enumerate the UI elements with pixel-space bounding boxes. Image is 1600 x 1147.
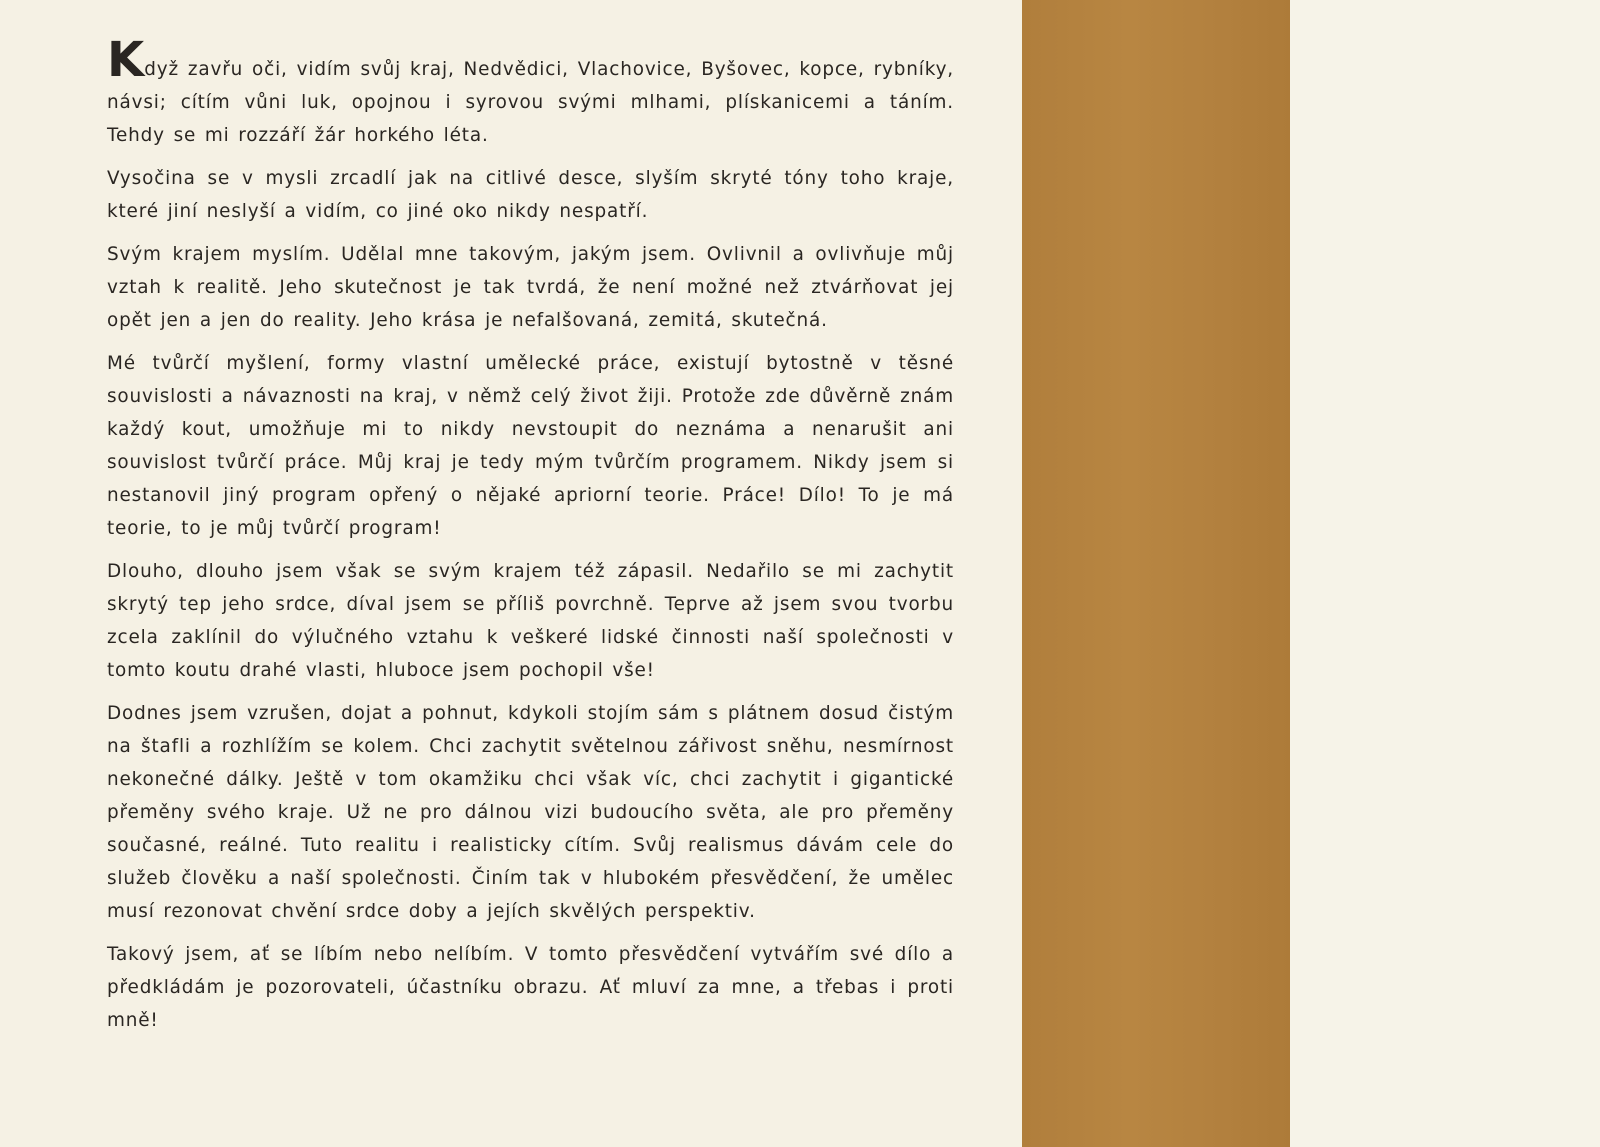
brown-color-band — [1022, 0, 1290, 1147]
essay-paragraph-5: Dlouho, dlouho jsem však se svým krajem též zápasil. Nedařilo se mi zachytit skrytý tep jeho srdce, díval jsem se příliš povrchně. Teprve až jsem svou tvorbu zcela zaklínil do výlučného vztahu k veškeré lidské činnosti naší společnosti v tomto koutu drahé vlasti, hluboce jsem pochopil vše! — [107, 561, 954, 681]
essay-text-column — [107, 32, 954, 1047]
essay-paragraph-1 — [107, 32, 954, 152]
essay-paragraph-3: Svým krajem myslím. Udělal mne takovým, jakým jsem. Ovlivnil a ovlivňuje můj vztah k realitě. Jeho skutečnost je tak tvrdá, že není možné než ztvárňovat jej opět jen a jen do reality. Jeho krása je nefalšovaná, zemitá, skutečná. — [107, 244, 954, 331]
essay-paragraph-4: Mé tvůrčí myšlení, formy vlastní umělecké práce, existují bytostně v těsné souvislosti a návaznosti na kraj, v němž celý život žiji. Protože zde důvěrně znám každý kout, umožňuje mi to nikdy nevstoupit do neznáma a nenarušit ani souvislost tvůrčí práce. Můj kraj je tedy mým tvůrčím programem. Nikdy jsem si nestanovil jiný program opřený o nějaké apriorní teorie. Práce! Dílo! To je má teorie, to je můj tvůrčí program! — [107, 353, 954, 539]
essay-paragraph-1-text: dyž zavřu oči, vidím svůj kraj, Nedvědici, Vlachovice, Byšovec, kopce, rybníky, návsi; cítím vůni luk, opojnou i syrovou svými mlhami, plískanicemi a táním. Tehdy se mi rozzáří žár horkého léta. — [107, 59, 954, 146]
essay-paragraph-2: Vysočina se v mysli zrcadlí jak na citlivé desce, slyším skryté tóny toho kraje, které jiní neslyší a vidím, co jiné oko nikdy nespatří. — [107, 168, 954, 222]
right-paper-margin — [1290, 0, 1600, 1147]
essay-paragraph-6: Dodnes jsem vzrušen, dojat a pohnut, kdykoli stojím sám s plátnem dosud čistým na štafli a rozhlížím se kolem. Chci zachytit světelnou zářivost sněhu, nesmírnost nekonečné dálky. Ještě v tom okamžiku chci však víc, chci zachytit i gigantické přeměny svého kraje. Už ne pro dálnou vizi budoucího světa, ale pro přeměny současné, reálné. Tuto realitu i realisticky cítím. Svůj realismus dávám cele do služeb člověku a naší společnosti. Činím tak v hlubokém přesvědčení, že umělec musí rezonovat chvění srdce doby a jejích skvělých perspektiv. — [107, 703, 954, 922]
drop-cap-letter: K — [107, 32, 145, 88]
essay-paragraph-7: Takový jsem, ať se líbím nebo nelíbím. V tomto přesvědčení vytvářím své dílo a předkládám je pozorovateli, účastníku obrazu. Ať mluví za mne, a třebas i proti mně! — [107, 944, 954, 1031]
